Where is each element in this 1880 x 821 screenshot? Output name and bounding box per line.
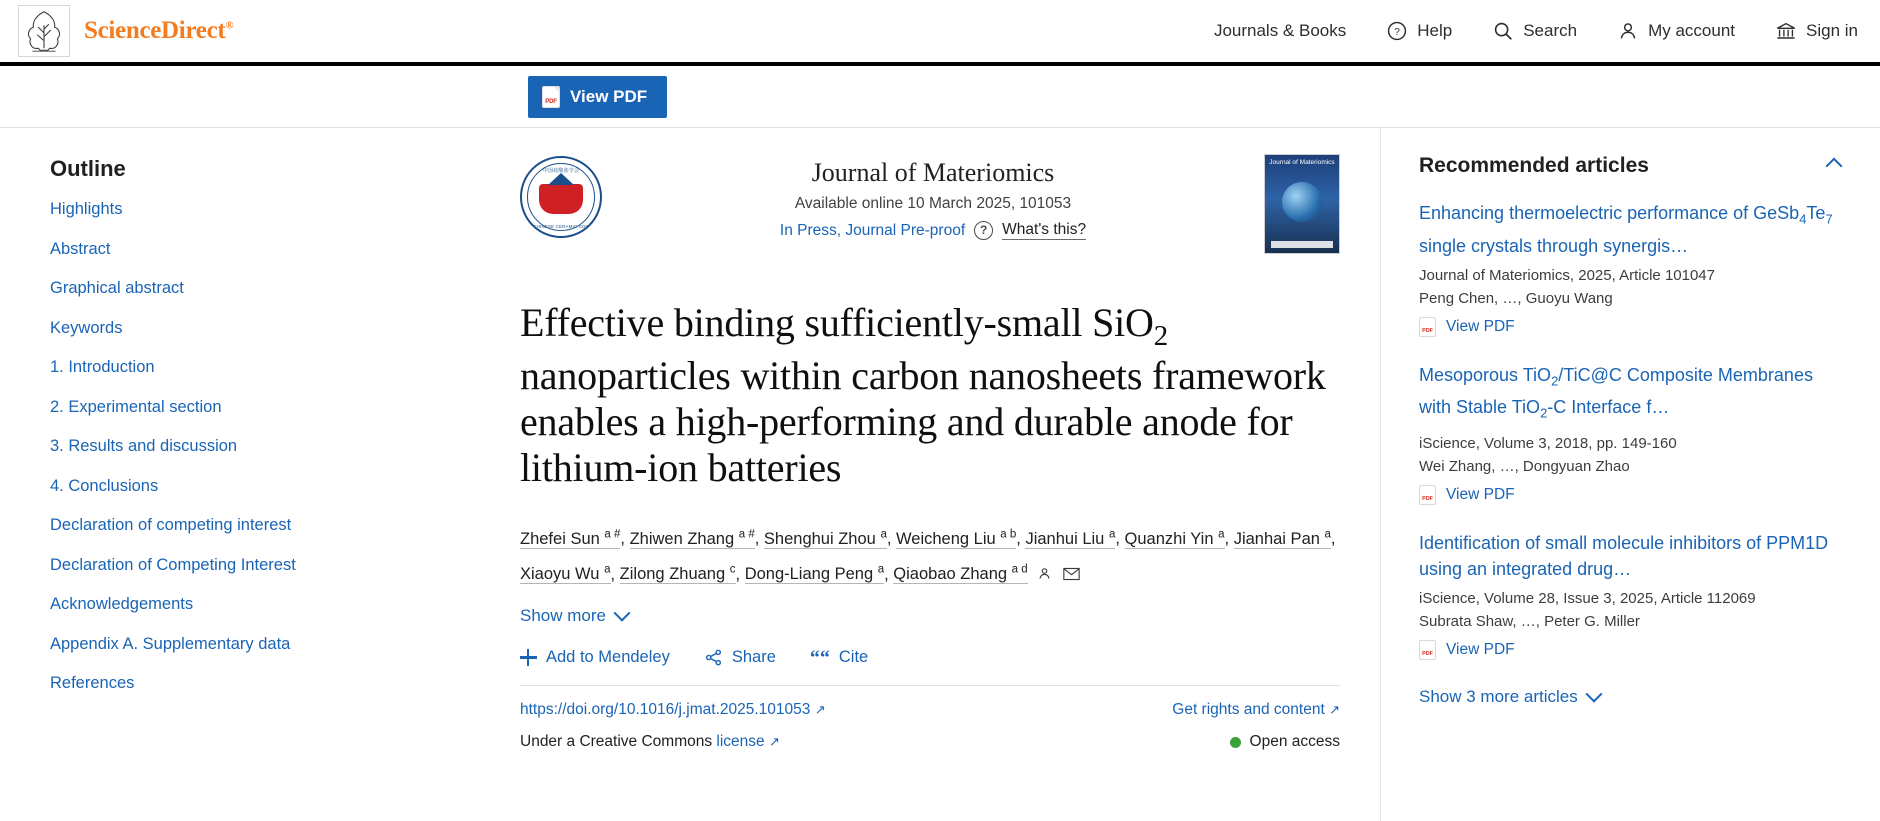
author-separator: ,: [1330, 529, 1336, 548]
author[interactable]: [745, 565, 884, 584]
outline-item-references[interactable]: References: [50, 674, 135, 692]
author-name: Xiaoyu Wu: [520, 565, 600, 584]
recommended-article-title[interactable]: Enhancing thermoelectric performance of $GeSb_4Te_7$ single crystals through synergis…: [1419, 203, 1833, 256]
pdf-icon: [1419, 485, 1436, 505]
page-title: [520, 300, 1340, 491]
recommended-header: [1419, 154, 1840, 178]
cover-title-text: Journal of Materiomics: [1269, 159, 1335, 166]
author-separator: ,: [610, 565, 620, 584]
journal-press-status: [602, 221, 1264, 240]
journal-header: [520, 150, 1340, 278]
list-item: [50, 358, 520, 377]
site-header: [0, 0, 1880, 66]
nav-journals-and-books-label: Journals & Books: [1213, 21, 1347, 40]
institution-icon: [1775, 20, 1797, 42]
pdf-icon: [1419, 640, 1436, 660]
pdf-icon: [1419, 317, 1436, 337]
article-actions: [520, 648, 1340, 686]
nav-my-account-label: My account: [1648, 21, 1736, 40]
add-to-mendeley-button[interactable]: [520, 648, 670, 667]
author-name: Zhefei Sun: [520, 529, 600, 548]
list-item: [50, 556, 520, 575]
author-affiliation: a #: [604, 528, 621, 541]
society-logo-bottom-text: THE CHINESE CERAMIC SOCIETY: [522, 224, 600, 229]
outline-item-declaration-of-competing-interest-2[interactable]: Declaration of Competing Interest: [50, 555, 296, 574]
whats-this-link[interactable]: What's this?: [1002, 221, 1087, 238]
view-pdf-button[interactable]: [528, 76, 667, 118]
share-label: Share: [731, 648, 776, 667]
list-item: [50, 595, 520, 614]
sciencedirect-logo-text: ScienceDirect®: [84, 17, 234, 44]
recommended-view-pdf-label: View PDF: [1446, 317, 1515, 335]
outline-heading: Outline: [50, 156, 126, 181]
get-rights-and-content-link[interactable]: [1172, 701, 1340, 719]
header-nav: [1214, 20, 1858, 42]
outline-item-conclusions[interactable]: 4. Conclusions: [50, 476, 159, 495]
search-icon: [1492, 20, 1514, 42]
nav-help-label: Help: [1417, 21, 1453, 40]
brand[interactable]: [18, 5, 233, 57]
author-separator: ,: [754, 529, 764, 548]
plus-icon: [520, 649, 537, 666]
recommended-article-source: iScience, Volume 28, Issue 3, 2025, Article 112069: [1419, 589, 1756, 607]
author[interactable]: [520, 530, 620, 549]
person-icon: [1617, 20, 1639, 42]
license-prefix: Under a Creative Commons: [520, 733, 717, 751]
show-more-authors-button[interactable]: [520, 606, 628, 626]
list-item: [50, 437, 520, 456]
recommended-view-pdf-button[interactable]: [1419, 640, 1515, 660]
recommended-article-authors: Subrata Shaw, …, Peter G. Miller: [1419, 612, 1640, 630]
author-affiliation: a d: [1011, 563, 1028, 576]
author-separator: ,: [1224, 529, 1234, 548]
outline-item-introduction[interactable]: 1. Introduction: [50, 358, 155, 376]
external-link-icon: ↗: [1329, 702, 1340, 718]
open-access-label: Open access: [1249, 733, 1340, 751]
recommended-view-pdf-label: View PDF: [1446, 485, 1515, 503]
cite-button[interactable]: [810, 648, 868, 667]
show-more-articles-label: Show 3 more articles: [1419, 686, 1578, 706]
chevron-down-icon: [613, 605, 630, 622]
share-button[interactable]: [704, 648, 776, 667]
article-main: [520, 128, 1380, 821]
author[interactable]: [1234, 530, 1331, 549]
title-part-1: Effective binding sufficiently-small SiO: [520, 300, 1154, 345]
svg-text:?: ?: [1394, 27, 1401, 39]
corresponding-author-person-icon[interactable]: [1037, 566, 1052, 581]
author-name: Zhiwen Zhang: [629, 529, 735, 548]
pdf-icon: [542, 86, 560, 108]
add-to-mendeley-label: Add to Mendeley: [546, 648, 670, 667]
author-separator: ,: [1016, 529, 1026, 548]
list-item: [1419, 530, 1840, 665]
list-item: [50, 200, 520, 219]
nav-sign-in-label: Sign in: [1806, 21, 1858, 40]
recommended-articles-panel: [1380, 128, 1880, 821]
list-item: [50, 635, 520, 654]
list-item: [50, 516, 520, 535]
list-item: [50, 477, 520, 496]
list-item: [1419, 200, 1840, 342]
list-item: [50, 674, 520, 693]
elsevier-tree-logo: [18, 5, 70, 57]
license-link[interactable]: [716, 733, 779, 750]
question-mark-icon[interactable]: ?: [974, 221, 993, 240]
society-logo-top-text: 中国硅酸盐学会: [542, 168, 580, 174]
nav-journals-and-books[interactable]: [1214, 21, 1346, 41]
author-name: Zilong Zhuang: [619, 565, 726, 584]
license-link-text: license: [716, 733, 765, 751]
outline-list: [50, 200, 520, 693]
author-list: [520, 519, 1340, 590]
doi-row: [520, 686, 1340, 719]
list-item: [50, 240, 520, 259]
cite-icon: ““: [809, 646, 830, 669]
recommended-heading: Recommended articles: [1419, 154, 1649, 177]
author-affiliation: a: [1218, 528, 1225, 541]
author-name: Weicheng Liu: [896, 529, 996, 548]
recommended-view-pdf-button[interactable]: [1419, 485, 1515, 505]
recommended-article-source: iScience, Volume 3, 2018, pp. 149-160: [1419, 434, 1677, 452]
author[interactable]: [520, 565, 611, 584]
list-item: [50, 279, 520, 298]
author-affiliation: a b: [1000, 528, 1017, 541]
author-separator: ,: [886, 529, 897, 548]
external-link-icon: ↗: [814, 702, 826, 718]
view-pdf-label: View PDF: [570, 86, 648, 106]
author[interactable]: [896, 530, 1016, 549]
journal-title[interactable]: Journal of Materiomics: [811, 158, 1055, 187]
author-affiliation: a: [880, 528, 887, 541]
author-name: Jianhui Liu: [1025, 529, 1105, 548]
list-item: [50, 319, 520, 338]
outline-item-experimental-section[interactable]: 2. Experimental section: [50, 397, 222, 416]
author[interactable]: [1025, 530, 1115, 549]
external-link-icon: ↗: [768, 734, 780, 750]
recommended-article-title[interactable]: Identification of small molecule inhibitors of PPM1D using an integrated drug…: [1419, 532, 1829, 579]
nav-my-account[interactable]: [1617, 20, 1735, 42]
author[interactable]: [620, 565, 736, 584]
author-separator: ,: [1115, 529, 1125, 548]
author[interactable]: [1125, 530, 1225, 549]
license-text: [520, 733, 780, 751]
nav-search[interactable]: [1492, 20, 1577, 42]
title-part-2: nanoparticles within carbon nanosheets framework enables a high-performing and durable anode for lithium-ion batteries: [520, 353, 1326, 491]
outline-item-highlights[interactable]: Highlights: [50, 200, 123, 218]
recommended-view-pdf-button[interactable]: [1419, 317, 1515, 337]
open-access-dot-icon: [1230, 737, 1241, 748]
outline-item-declaration-of-competing-interest[interactable]: Declaration of competing interest: [50, 516, 292, 534]
author[interactable]: [893, 565, 1027, 584]
author-separator: ,: [884, 565, 894, 584]
rights-text: Get rights and content: [1172, 701, 1325, 719]
title-subscript: 2: [1153, 320, 1168, 352]
author-name: Quanzhi Yin: [1124, 529, 1214, 548]
chinese-ceramic-society-logo-icon: [520, 156, 602, 238]
author-affiliation: c: [729, 563, 736, 576]
open-access-badge: [1230, 733, 1340, 751]
outline-item-acknowledgements[interactable]: Acknowledgements: [50, 595, 194, 613]
list-item: [1419, 362, 1840, 510]
outline-item-keywords[interactable]: Keywords: [50, 318, 123, 337]
page-content: [0, 128, 1880, 821]
list-item: [50, 398, 520, 417]
nav-search-label: Search: [1523, 21, 1578, 40]
author-affiliation: a: [604, 563, 611, 576]
nav-sign-in[interactable]: [1775, 20, 1858, 42]
help-icon: [1386, 20, 1408, 42]
license-row: [520, 719, 1340, 751]
author-separator: ,: [735, 565, 745, 584]
email-icon[interactable]: [1063, 567, 1080, 581]
journal-cover-thumbnail[interactable]: [1264, 154, 1340, 254]
author-name: Dong-Liang Peng: [744, 565, 874, 584]
author[interactable]: [630, 530, 755, 549]
show-more-label: Show more: [520, 606, 606, 626]
author[interactable]: [764, 530, 887, 549]
pdf-toolbar: [0, 66, 1880, 128]
recommended-article-source: Journal of Materiomics, 2025, Article 101047: [1419, 266, 1715, 284]
outline-item-graphical-abstract[interactable]: Graphical abstract: [50, 279, 184, 297]
doi-text: https://doi.org/10.1016/j.jmat.2025.101053: [520, 701, 811, 719]
recommended-article-authors: Peng Chen, …, Guoyu Wang: [1419, 289, 1613, 307]
cite-label: Cite: [838, 648, 869, 667]
outline-item-abstract[interactable]: Abstract: [50, 239, 111, 258]
nav-help[interactable]: [1386, 20, 1452, 42]
share-icon: [704, 648, 723, 667]
outline-item-results-and-discussion[interactable]: 3. Results and discussion: [50, 437, 238, 455]
author-name: Qiaobao Zhang: [893, 565, 1008, 584]
author-affiliation: a: [1108, 528, 1116, 541]
author-affiliation: a: [1324, 528, 1331, 541]
journal-availability: Available online 10 March 2025, 101053: [794, 195, 1072, 212]
outline-sidebar: [0, 128, 520, 821]
show-more-articles-button[interactable]: [1419, 687, 1600, 707]
recommended-view-pdf-label: View PDF: [1446, 640, 1515, 658]
recommended-article-authors: Wei Zhang, …, Dongyuan Zhao: [1419, 457, 1630, 475]
author-separator: ,: [620, 529, 630, 548]
chevron-down-icon: [1585, 685, 1602, 702]
author-name: Shenghui Zhou: [763, 529, 876, 548]
author-affiliation: a #: [738, 528, 755, 541]
outline-item-appendix-a[interactable]: Appendix A. Supplementary data: [50, 634, 291, 653]
doi-link[interactable]: [520, 701, 826, 719]
journal-meta: [602, 150, 1264, 240]
recommended-article-title[interactable]: Mesoporous TiO$_2$/TiC@C Composite Membranes with Stable TiO$_2$-C Interface f…: [1419, 364, 1813, 421]
press-status-label: In Press, Journal Pre-proof: [779, 221, 966, 239]
author-name: Jianhai Pan: [1233, 529, 1320, 548]
author-affiliation: a: [877, 563, 885, 576]
chevron-up-icon[interactable]: [1826, 158, 1843, 175]
